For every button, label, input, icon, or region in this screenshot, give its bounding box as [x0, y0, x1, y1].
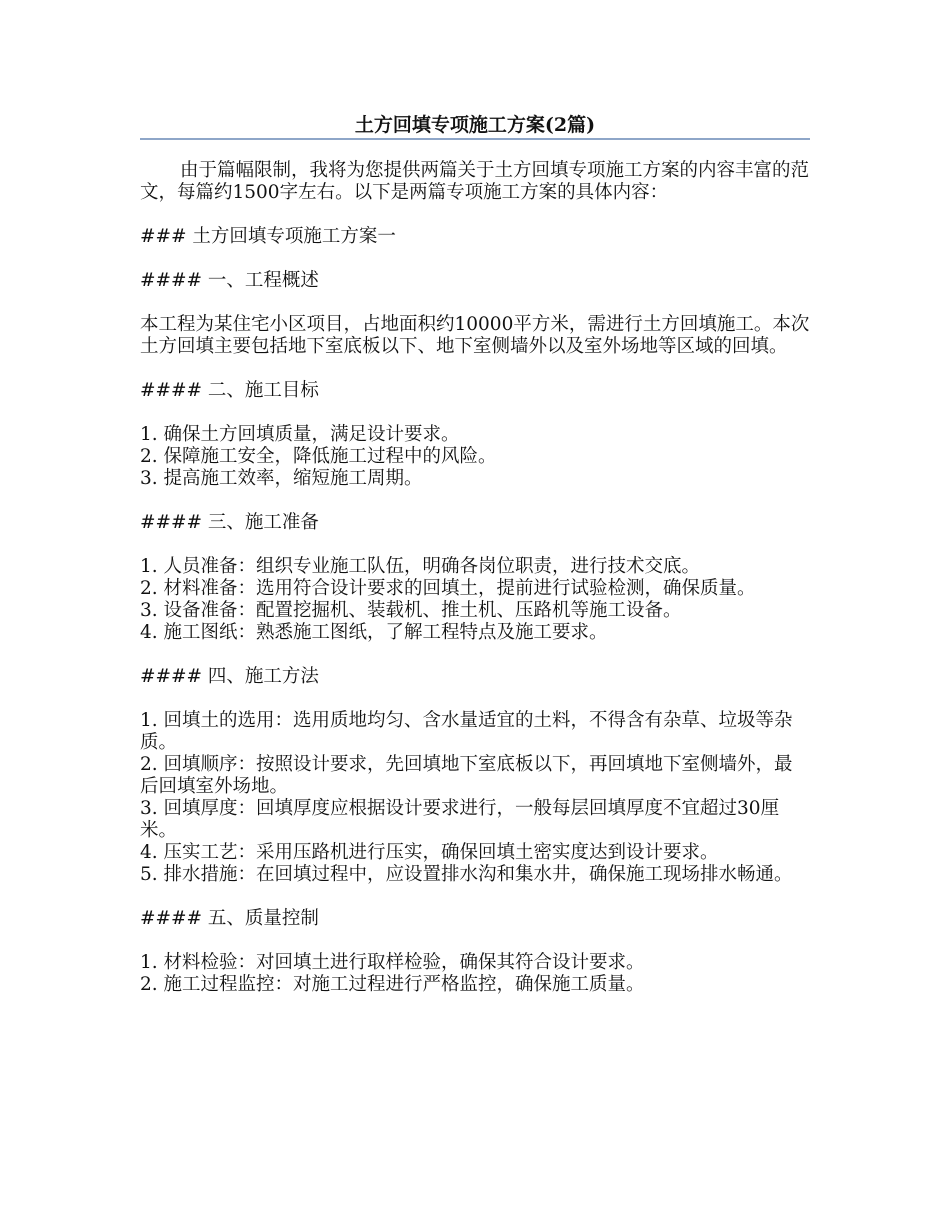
- list-item: 4. 压实工艺：采用压路机进行压实，确保回填土密实度达到设计要求。: [140, 842, 719, 863]
- section-heading: #### 一、工程概述: [140, 270, 319, 291]
- section-list: [140, 952, 810, 996]
- intro-paragraph: 由于篇幅限制，我将为您提供两篇关于土方回填专项施工方案的内容丰富的范文，每篇约1500字左右。以下是两篇专项施工方案的具体内容：: [140, 160, 810, 203]
- section-list: [140, 424, 810, 490]
- document-title: 土方回填专项施工方案(2篇): [354, 114, 596, 136]
- section-paragraph: 本工程为某住宅小区项目，占地面积约10000平方米，需进行土方回填施工。本次土方回填主要包括地下室底板以下、地下室侧墙外以及室外场地等区域的回填。: [140, 314, 810, 357]
- title-underline: [140, 138, 810, 140]
- plan-heading: ### 土方回填专项施工方案一: [140, 226, 396, 247]
- section-heading: #### 三、施工准备: [140, 512, 319, 533]
- list-item: 1. 人员准备：组织专业施工队伍，明确各岗位职责，进行技术交底。: [140, 556, 701, 577]
- document-body: [140, 160, 810, 1018]
- list-item: 5. 排水措施：在回填过程中，应设置排水沟和集水井，确保施工现场排水畅通。: [140, 864, 793, 885]
- list-item: 3. 回填厚度：回填厚度应根据设计要求进行，一般每层回填厚度不宜超过30厘米。: [140, 798, 780, 841]
- list-item: 2. 保障施工安全，降低施工过程中的风险。: [140, 446, 497, 467]
- section-heading: #### 二、施工目标: [140, 380, 319, 401]
- section-heading: #### 五、质量控制: [140, 908, 319, 929]
- list-item: 1. 确保土方回填质量，满足设计要求。: [140, 424, 460, 445]
- list-item: 2. 材料准备：选用符合设计要求的回填土，提前进行试验检测，确保质量。: [140, 578, 756, 599]
- list-item: 2. 回填顺序：按照设计要求，先回填地下室底板以下，再回填地下室侧墙外，最后回填室外场地。: [140, 754, 793, 797]
- list-item: 4. 施工图纸：熟悉施工图纸，了解工程特点及施工要求。: [140, 622, 608, 643]
- section-list: [140, 556, 810, 644]
- section-list: [140, 710, 810, 886]
- list-item: 2. 施工过程监控：对施工过程进行严格监控，确保施工质量。: [140, 974, 645, 995]
- list-item: 1. 回填土的选用：选用质地均匀、含水量适宜的土料，不得含有杂草、垃圾等杂质。: [140, 710, 793, 753]
- list-item: 3. 设备准备：配置挖掘机、装载机、推土机、压路机等施工设备。: [140, 600, 682, 621]
- list-item: 1. 材料检验：对回填土进行取样检验，确保其符合设计要求。: [140, 952, 645, 973]
- list-item: 3. 提高施工效率，缩短施工周期。: [140, 468, 423, 489]
- section-heading: #### 四、施工方法: [140, 666, 319, 687]
